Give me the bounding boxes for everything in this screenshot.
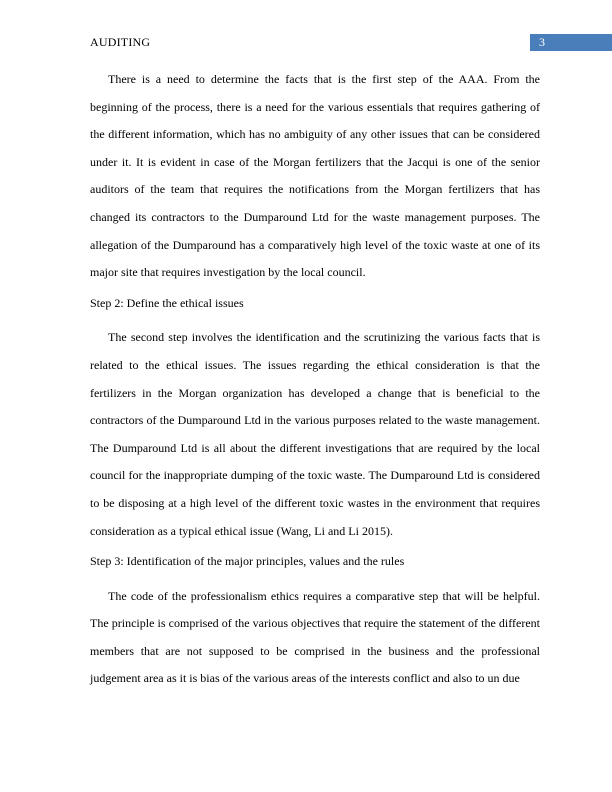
- page-number-badge: 3: [530, 34, 612, 51]
- document-body: [90, 66, 540, 693]
- running-header-title: AUDITING: [90, 35, 151, 49]
- paragraph-principles: The code of the professionalism ethics requires a comparative step that will be helpful. The principle is comprised of the various objectives that require the statement of the different members that are not supposed to be comprised in the business and the professional judgement area as it is bias of the various areas of the interests conflict and also to un due: [90, 588, 540, 686]
- heading-step-3: Step 3: Identification of the major principles, values and the rules: [90, 554, 405, 569]
- heading-step-2: Step 2: Define the ethical issues: [90, 295, 244, 310]
- paragraph-ethical-issues: The second step involves the identification and the scrutinizing the various facts that is related to the ethical issues. The issues regarding the ethical consideration is that the fertilizers in the Morgan organization has developed a change that is beneficial to the contractors of the Dumparound Ltd in the various purposes related to the waste management. The Dumparound Ltd is all about the different investigations that are required by the local council for the inappropriate dumping of the toxic waste. The Dumparound Ltd is considered to be disposing at a high level of the different toxic wastes in the environment that requires consideration as a typical ethical issue (Wang, Li and Li 2015).: [90, 330, 540, 538]
- paragraph-facts: There is a need to determine the facts that is the first step of the AAA. From the beginning of the process, there is a need for the various essentials that requires gathering of the different information, which has no ambiguity of any other issues that can be considered under it. It is evident in case of the Morgan fertilizers that the Jacqui is one of the senior auditors of the team that requires the notifications from the Morgan fertilizers that has changed its contractors to the Dumparound Ltd for the waste management purposes. The allegation of the Dumparound has a comparatively high level of the toxic waste at one of its major site that requires investigation by the local council.: [90, 72, 540, 280]
